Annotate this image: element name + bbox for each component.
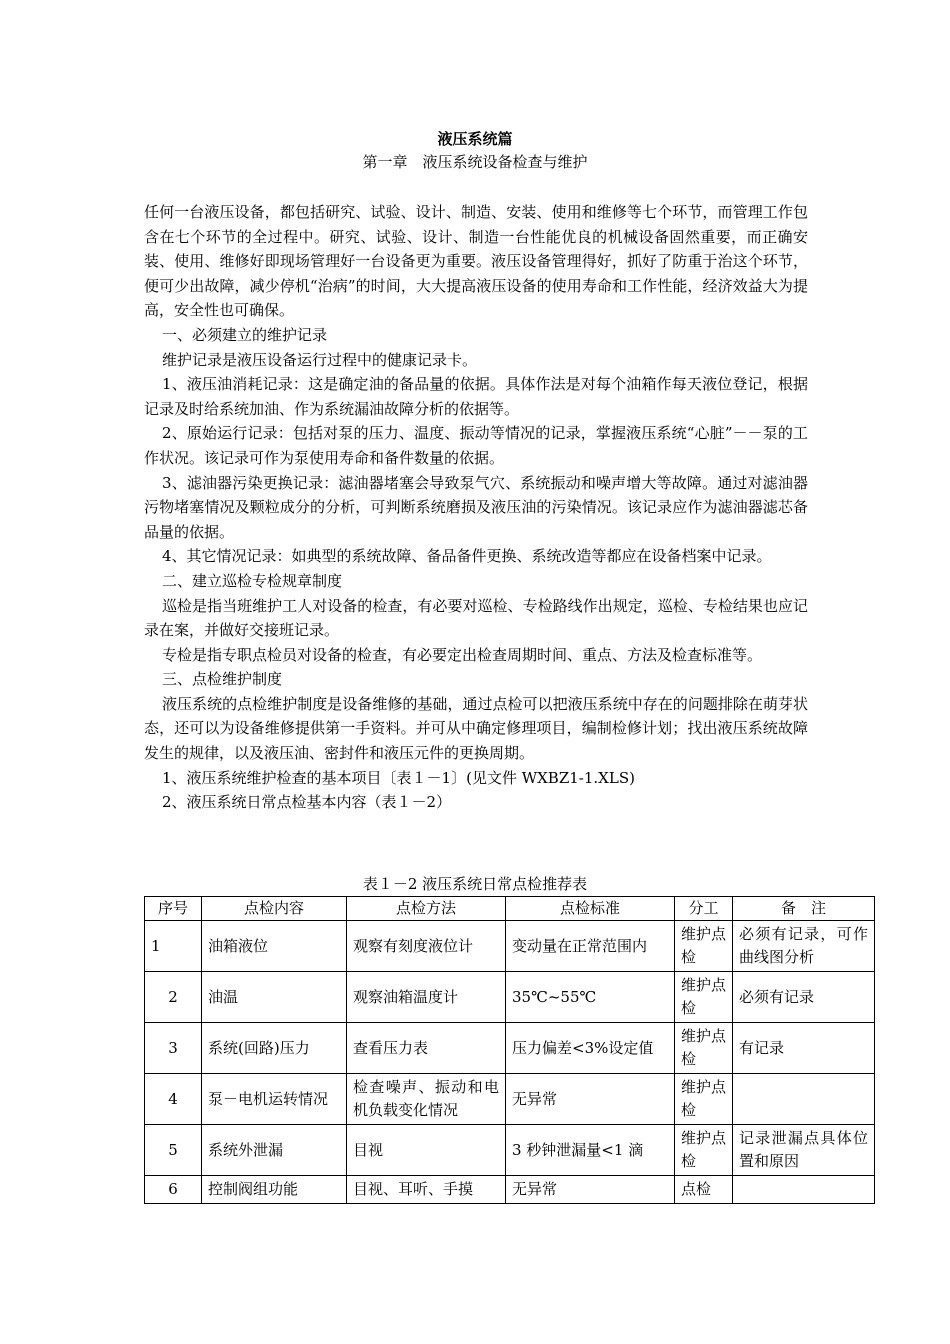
document-title: 液压系统篇 [437,130,513,148]
paragraph: 任何一台液压设备，都包括研究、试验、设计、制造、安装、使用和维修等七个环节，而管理工作包含在七个环节的全过程中。研究、试验、设计、制造一台性能优良的机械设备固然重要，而正确安装、使用、维修好即现场管理好一台设备更为重要。液压设备管理得好，抓好了防重于治这个环节，便可少出故障，减少停机“治病”的时间，大大提高液压设备的使用寿命和工作性能，经济效益大为提高，安全性也可确保。 [144,203,808,320]
table-cell: 系统外泄漏 [202,1125,347,1176]
table-cell: 观察油箱温度计 [347,972,506,1023]
table-row [145,1023,875,1074]
inspection-table [144,896,875,1204]
table-cell: 1 [145,921,202,972]
table-cell: 2 [145,972,202,1023]
table-cell: 泵－电机运转情况 [202,1074,347,1125]
table-cell: 观察有刻度液位计 [347,921,506,972]
header-cell: 分工 [675,897,733,921]
paragraph: 1、液压油消耗记录：这是确定油的备品量的依据。具体作法是对每个油箱作每天液位登记，根据记录及时给系统加油、作为系统漏油故障分析的依据等。 [144,375,808,418]
table-cell: 压力偏差<3%设定值 [506,1023,675,1074]
table-cell: 变动量在正常范围内 [506,921,675,972]
table-cell: 有记录 [733,1023,875,1074]
table-cell: 4 [145,1074,202,1125]
table-cell: 6 [145,1176,202,1204]
table-cell: 无异常 [506,1176,675,1204]
paragraph: 1、液压系统维护检查的基本项目〔表１－1〕(见文件 WXBZ1-1.XLS) [162,768,635,787]
paragraph: 3、滤油器污染更换记录：滤油器堵塞会导致泵气穴、系统振动和噪声增大等故障。通过对滤油器污物堵塞情况及颗粒成分的分析，可判断系统磨损及液压油的污染情况。该记录应作为滤油器滤芯备品量的依据。 [144,473,808,541]
table-cell: 维护点检 [675,1074,733,1125]
table-cell: 油箱液位 [202,921,347,972]
table-cell: 检查噪声、振动和电机负载变化情况 [347,1074,506,1125]
table-cell: 3 秒钟泄漏量<1 滴 [506,1125,675,1176]
table-row [145,1074,875,1125]
table-cell: 5 [145,1125,202,1176]
header-cell: 序号 [145,897,202,921]
table-cell: 必须有记录 [733,972,875,1023]
paragraph: 巡检是指当班维护工人对设备的检查，有必要对巡检、专检路线作出规定，巡检、专检结果也应记录在案，并做好交接班记录。 [144,596,808,640]
table-cell: 查看压力表 [347,1023,506,1074]
paragraph: 维护记录是液压设备运行过程中的健康记录卡。 [162,350,478,369]
table-cell [733,1176,875,1204]
table-cell: 记录泄漏点具体位置和原因 [733,1125,875,1176]
table-cell: 维护点检 [675,972,733,1023]
chapter-heading: 第一章 液压系统设备检查与维护 [362,153,588,171]
table-row [145,1125,875,1176]
paragraph: 液压系统的点检维护制度是设备维修的基础，通过点检可以把液压系统中存在的问题排除在萌芽状态，还可以为设备维修提供第一手资料。并可从中确定修理项目，编制检修计划；找出液压系统故障发生的规律，以及液压油、密封件和液压元件的更换周期。 [144,694,808,763]
header-cell: 点检标准 [506,897,675,921]
header-cell: 点检方法 [347,897,506,921]
table-cell: 3 [145,1023,202,1074]
section-heading: 二、建立巡检专检规章制度 [162,571,343,590]
body-text [144,200,808,815]
header-cell: 备 注 [733,897,875,921]
table-cell: 35℃~55℃ [506,972,675,1023]
section-heading: 一、必须建立的维护记录 [162,325,328,344]
table-header-row [145,897,875,921]
table-cell: 油温 [202,972,347,1023]
paragraph: 专检是指专职点检员对设备的检查，有必要定出检查周期时间、重点、方法及检查标准等。 [162,645,763,664]
table-cell [733,1074,875,1125]
table-row [145,1176,875,1204]
paragraph: 4、其它情况记录：如典型的系统故障、备品备件更换、系统改造等都应在设备档案中记录。 [162,547,772,566]
table-cell: 维护点检 [675,921,733,972]
table-cell: 目视 [347,1125,506,1176]
table-cell: 维护点检 [675,1023,733,1074]
table-cell: 维护点检 [675,1125,733,1176]
table-cell: 点检 [675,1176,733,1204]
paragraph: 2、液压系统日常点检基本内容（表１－2） [162,793,452,812]
table-cell: 无异常 [506,1074,675,1125]
table-row [145,921,875,972]
table-cell: 必须有记录，可作曲线图分析 [733,921,875,972]
table-cell: 控制阀组功能 [202,1176,347,1204]
table-cell: 系统(回路)压力 [202,1023,347,1074]
paragraph: 2、原始运行记录：包括对泵的压力、温度、振动等情况的记录，掌握液压系统“心脏”－－泵的工作状况。该记录可作为泵使用寿命和备件数量的依据。 [144,424,808,467]
table-cell: 目视、耳听、手摸 [347,1176,506,1204]
header-cell: 点检内容 [202,897,347,921]
table-caption: 表１－2 液压系统日常点检推荐表 [362,875,588,893]
section-heading: 三、点检维护制度 [162,670,283,689]
table-row [145,972,875,1023]
